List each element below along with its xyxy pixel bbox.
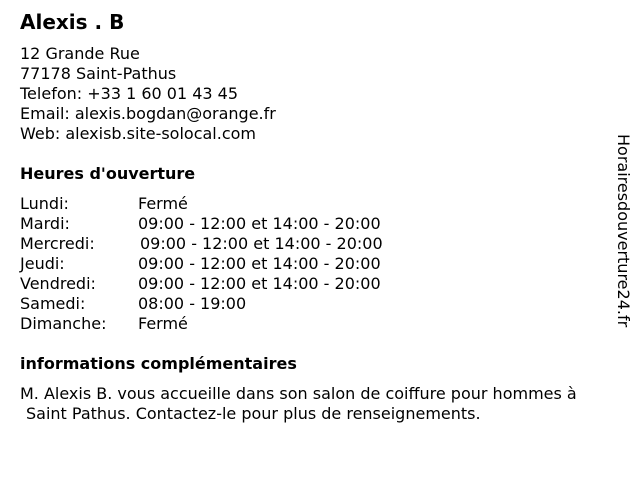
info-heading: informations complémentaires bbox=[20, 354, 297, 373]
web-line: Web: alexisb.site-solocal.com bbox=[20, 124, 256, 143]
time-value: 09:00 - 12:00 et 14:00 - 20:00 bbox=[140, 234, 383, 253]
contact-block bbox=[20, 44, 276, 144]
watermark-text: Horairesdouverture24.fr bbox=[614, 134, 633, 328]
email-line: Email: alexis.bogdan@orange.fr bbox=[20, 104, 276, 123]
hours-row-friday bbox=[20, 274, 580, 294]
info-description bbox=[20, 384, 632, 424]
time-value: 09:00 - 12:00 et 14:00 - 20:00 bbox=[138, 274, 381, 293]
phone-line: Telefon: +33 1 60 01 43 45 bbox=[20, 84, 239, 103]
hours-heading: Heures d'ouverture bbox=[20, 164, 196, 183]
opening-hours-table bbox=[20, 194, 580, 334]
time-value: 09:00 - 12:00 et 14:00 - 20:00 bbox=[138, 254, 381, 273]
hours-row-saturday bbox=[20, 294, 580, 314]
time-value: Fermé bbox=[138, 194, 188, 213]
business-name: Alexis . B bbox=[20, 10, 125, 34]
hours-row-thursday bbox=[20, 254, 580, 274]
description-line: Saint Pathus. Contactez-le pour plus de renseignements. bbox=[26, 404, 481, 423]
time-value: 09:00 - 12:00 et 14:00 - 20:00 bbox=[138, 214, 381, 233]
street-address: 12 Grande Rue bbox=[20, 44, 140, 63]
day-label: Vendredi: bbox=[20, 274, 96, 293]
day-label: Mardi: bbox=[20, 214, 70, 233]
time-value: Fermé bbox=[138, 314, 188, 333]
hours-row-tuesday bbox=[20, 214, 580, 234]
day-label: Dimanche: bbox=[20, 314, 107, 333]
day-label: Mercredi: bbox=[20, 234, 95, 253]
day-label: Samedi: bbox=[20, 294, 86, 313]
hours-row-monday bbox=[20, 194, 580, 214]
time-value: 08:00 - 19:00 bbox=[138, 294, 247, 313]
site-watermark bbox=[612, 134, 634, 344]
description-line: M. Alexis B. vous accueille dans son salon de coiffure pour hommes à bbox=[20, 384, 577, 403]
hours-row-wednesday bbox=[20, 234, 580, 254]
hours-row-sunday bbox=[20, 314, 580, 334]
city-address: 77178 Saint-Pathus bbox=[20, 64, 177, 83]
day-label: Jeudi: bbox=[20, 254, 65, 273]
day-label: Lundi: bbox=[20, 194, 69, 213]
